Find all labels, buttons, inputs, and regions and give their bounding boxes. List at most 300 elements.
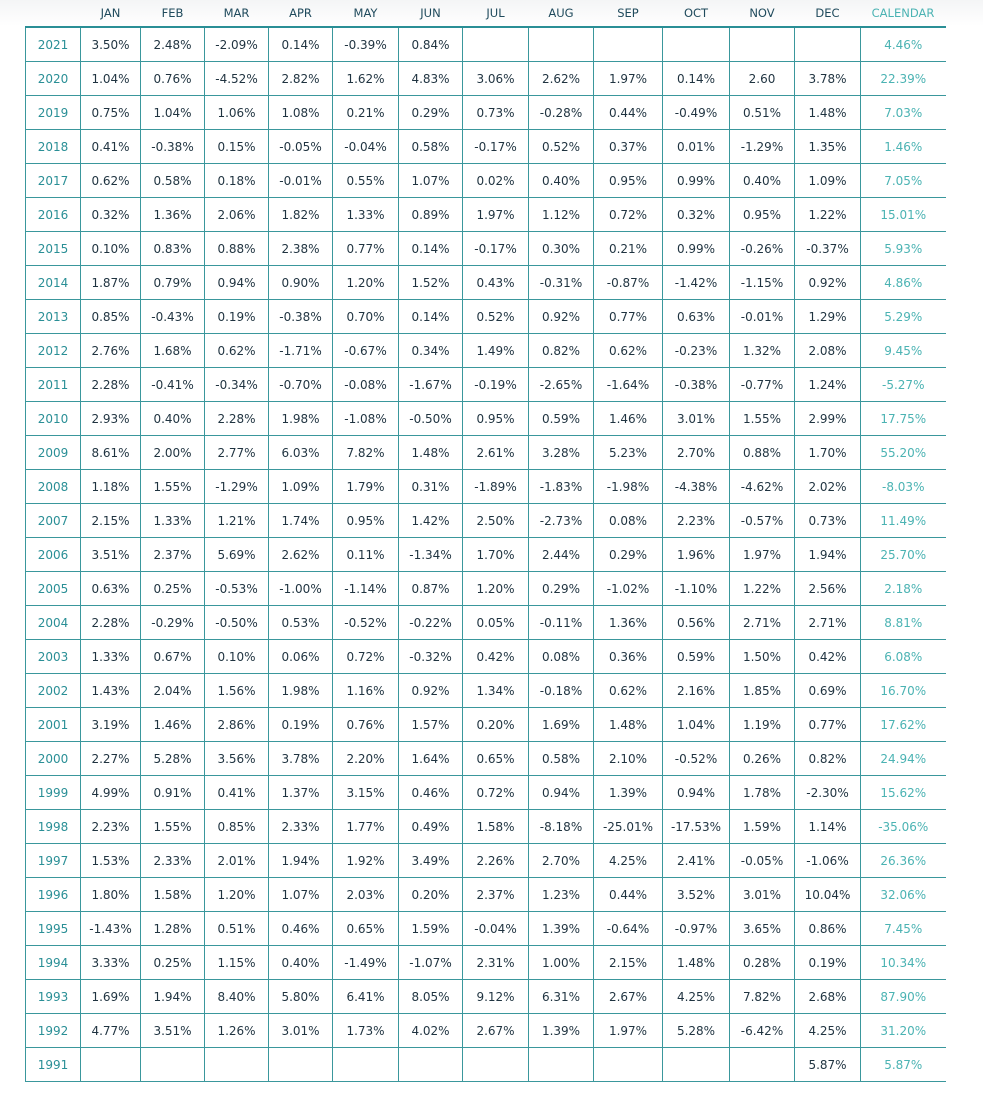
month-return-cell: 1.97% — [730, 538, 795, 572]
month-return-cell: 0.65% — [333, 912, 399, 946]
column-header-jan: JAN — [81, 0, 141, 27]
month-return-cell: 0.77% — [333, 232, 399, 266]
year-cell: 2007 — [26, 504, 81, 538]
month-return-cell: 1.87% — [81, 266, 141, 300]
month-return-cell: 0.62% — [81, 164, 141, 198]
table-row — [26, 912, 946, 946]
month-return-cell: -1.08% — [333, 402, 399, 436]
monthly-returns-table — [25, 0, 946, 1082]
month-return-cell: 2.03% — [333, 878, 399, 912]
month-return-cell: 1.42% — [399, 504, 463, 538]
month-return-cell: 0.82% — [529, 334, 594, 368]
month-return-cell: 0.44% — [594, 878, 663, 912]
month-return-cell — [529, 27, 594, 62]
month-return-cell: -2.65% — [529, 368, 594, 402]
column-header-mar: MAR — [205, 0, 269, 27]
month-return-cell — [333, 1048, 399, 1082]
year-cell: 2013 — [26, 300, 81, 334]
month-return-cell: 2.00% — [141, 436, 205, 470]
month-return-cell: 0.37% — [594, 130, 663, 164]
month-return-cell: 0.02% — [463, 164, 529, 198]
month-return-cell: 1.20% — [333, 266, 399, 300]
month-return-cell: 2.33% — [269, 810, 333, 844]
month-return-cell: 0.21% — [594, 232, 663, 266]
month-return-cell: 2.04% — [141, 674, 205, 708]
month-return-cell: -0.17% — [463, 232, 529, 266]
month-return-cell: -1.49% — [333, 946, 399, 980]
month-return-cell: -0.29% — [141, 606, 205, 640]
month-return-cell: 2.15% — [594, 946, 663, 980]
month-return-cell: 1.39% — [529, 912, 594, 946]
month-return-cell: 7.82% — [730, 980, 795, 1014]
month-return-cell: 0.58% — [529, 742, 594, 776]
month-return-cell: 0.43% — [463, 266, 529, 300]
month-return-cell: 2.48% — [141, 27, 205, 62]
month-return-cell: -0.50% — [399, 402, 463, 436]
month-return-cell: 0.26% — [730, 742, 795, 776]
month-return-cell: 0.86% — [795, 912, 861, 946]
month-return-cell: -0.64% — [594, 912, 663, 946]
month-return-cell — [795, 27, 861, 62]
month-return-cell: 1.00% — [529, 946, 594, 980]
month-return-cell: 4.25% — [594, 844, 663, 878]
month-return-cell: 1.07% — [269, 878, 333, 912]
month-return-cell: 1.16% — [333, 674, 399, 708]
month-return-cell: 1.43% — [81, 674, 141, 708]
month-return-cell: 1.59% — [399, 912, 463, 946]
calendar-return-cell: 7.05% — [861, 164, 946, 198]
month-return-cell: -0.05% — [269, 130, 333, 164]
month-return-cell: 0.99% — [663, 164, 730, 198]
month-return-cell: 0.19% — [795, 946, 861, 980]
table-row — [26, 436, 946, 470]
month-return-cell: 0.25% — [141, 946, 205, 980]
month-return-cell: 1.98% — [269, 674, 333, 708]
month-return-cell: 6.31% — [529, 980, 594, 1014]
month-return-cell: 0.44% — [594, 96, 663, 130]
calendar-return-cell: 2.18% — [861, 572, 946, 606]
month-return-cell: 0.77% — [594, 300, 663, 334]
month-return-cell — [730, 27, 795, 62]
month-return-cell: -0.01% — [730, 300, 795, 334]
month-return-cell: 2.28% — [205, 402, 269, 436]
month-return-cell: 0.56% — [663, 606, 730, 640]
month-return-cell — [463, 27, 529, 62]
month-return-cell: 5.80% — [269, 980, 333, 1014]
month-return-cell: -0.50% — [205, 606, 269, 640]
month-return-cell: -1.29% — [205, 470, 269, 504]
month-return-cell: 1.04% — [663, 708, 730, 742]
month-return-cell: -1.42% — [663, 266, 730, 300]
month-return-cell: 3.56% — [205, 742, 269, 776]
month-return-cell: 1.04% — [81, 62, 141, 96]
month-return-cell: 2.31% — [463, 946, 529, 980]
month-return-cell: 2.67% — [463, 1014, 529, 1048]
table-row — [26, 300, 946, 334]
month-return-cell: 8.05% — [399, 980, 463, 1014]
month-return-cell: 0.40% — [141, 402, 205, 436]
month-return-cell: 2.99% — [795, 402, 861, 436]
month-return-cell: 0.42% — [795, 640, 861, 674]
month-return-cell: 1.94% — [269, 844, 333, 878]
month-return-cell: 0.10% — [205, 640, 269, 674]
month-return-cell: 1.29% — [795, 300, 861, 334]
month-return-cell: 1.09% — [269, 470, 333, 504]
month-return-cell: 2.61% — [463, 436, 529, 470]
month-return-cell: 0.94% — [205, 266, 269, 300]
month-return-cell: 2.77% — [205, 436, 269, 470]
year-cell: 2021 — [26, 27, 81, 62]
month-return-cell: 0.32% — [663, 198, 730, 232]
month-return-cell: 1.14% — [795, 810, 861, 844]
month-return-cell: 0.59% — [529, 402, 594, 436]
year-cell: 1996 — [26, 878, 81, 912]
month-return-cell: 1.21% — [205, 504, 269, 538]
month-return-cell: 1.48% — [399, 436, 463, 470]
month-return-cell: 1.58% — [463, 810, 529, 844]
month-return-cell: 0.06% — [269, 640, 333, 674]
month-return-cell: 2.08% — [795, 334, 861, 368]
month-return-cell: 1.98% — [269, 402, 333, 436]
month-return-cell: 1.50% — [730, 640, 795, 674]
month-return-cell: -0.37% — [795, 232, 861, 266]
month-return-cell: -0.04% — [333, 130, 399, 164]
month-return-cell: 0.31% — [399, 470, 463, 504]
month-return-cell: 2.02% — [795, 470, 861, 504]
month-return-cell: -1.43% — [81, 912, 141, 946]
month-return-cell: 1.62% — [333, 62, 399, 96]
month-return-cell: 0.41% — [81, 130, 141, 164]
month-return-cell: 0.88% — [730, 436, 795, 470]
month-return-cell — [594, 27, 663, 62]
month-return-cell: -1.64% — [594, 368, 663, 402]
month-return-cell: 0.95% — [463, 402, 529, 436]
month-return-cell: 1.82% — [269, 198, 333, 232]
month-return-cell: 3.01% — [663, 402, 730, 436]
column-header-jun: JUN — [399, 0, 463, 27]
month-return-cell: 0.62% — [205, 334, 269, 368]
month-return-cell: 2.56% — [795, 572, 861, 606]
month-return-cell: 1.94% — [795, 538, 861, 572]
calendar-return-cell: 10.34% — [861, 946, 946, 980]
column-header-sep: SEP — [594, 0, 663, 27]
month-return-cell: -0.17% — [463, 130, 529, 164]
table-row — [26, 606, 946, 640]
month-return-cell: 0.94% — [529, 776, 594, 810]
table-row — [26, 810, 946, 844]
month-return-cell: 3.52% — [663, 878, 730, 912]
month-return-cell: 6.41% — [333, 980, 399, 1014]
month-return-cell: 2.68% — [795, 980, 861, 1014]
month-return-cell: 0.46% — [399, 776, 463, 810]
month-return-cell: 1.57% — [399, 708, 463, 742]
month-return-cell: 1.36% — [141, 198, 205, 232]
month-return-cell: 1.15% — [205, 946, 269, 980]
calendar-return-cell: 16.70% — [861, 674, 946, 708]
month-return-cell: 1.48% — [663, 946, 730, 980]
month-return-cell: 0.82% — [795, 742, 861, 776]
month-return-cell: 4.25% — [795, 1014, 861, 1048]
month-return-cell: 0.76% — [333, 708, 399, 742]
month-return-cell: -1.67% — [399, 368, 463, 402]
month-return-cell — [663, 1048, 730, 1082]
month-return-cell: 1.33% — [141, 504, 205, 538]
month-return-cell: 0.77% — [795, 708, 861, 742]
year-cell: 2002 — [26, 674, 81, 708]
calendar-return-cell: -8.03% — [861, 470, 946, 504]
month-return-cell: 0.76% — [141, 62, 205, 96]
calendar-return-cell: 7.03% — [861, 96, 946, 130]
month-return-cell: 2.37% — [141, 538, 205, 572]
month-return-cell: 0.25% — [141, 572, 205, 606]
month-return-cell: 0.84% — [399, 27, 463, 62]
month-return-cell: 1.18% — [81, 470, 141, 504]
month-return-cell — [399, 1048, 463, 1082]
calendar-return-cell: 8.81% — [861, 606, 946, 640]
month-return-cell: 0.91% — [141, 776, 205, 810]
month-return-cell: 0.52% — [463, 300, 529, 334]
month-return-cell: 0.36% — [594, 640, 663, 674]
month-return-cell — [81, 1048, 141, 1082]
month-return-cell: 2.93% — [81, 402, 141, 436]
month-return-cell: -0.23% — [663, 334, 730, 368]
month-return-cell: 2.71% — [795, 606, 861, 640]
column-header-dec: DEC — [795, 0, 861, 27]
month-return-cell: 2.20% — [333, 742, 399, 776]
month-return-cell: 3.28% — [529, 436, 594, 470]
month-return-cell: 4.99% — [81, 776, 141, 810]
table-row — [26, 198, 946, 232]
month-return-cell: -1.98% — [594, 470, 663, 504]
month-return-cell: 2.67% — [594, 980, 663, 1014]
calendar-return-cell: 22.39% — [861, 62, 946, 96]
year-cell: 2017 — [26, 164, 81, 198]
month-return-cell: 3.50% — [81, 27, 141, 62]
month-return-cell: 0.92% — [795, 266, 861, 300]
month-return-cell: 2.50% — [463, 504, 529, 538]
month-return-cell: 0.29% — [399, 96, 463, 130]
month-return-cell: 3.51% — [81, 538, 141, 572]
month-return-cell: 1.24% — [795, 368, 861, 402]
year-cell: 2006 — [26, 538, 81, 572]
month-return-cell: 1.37% — [269, 776, 333, 810]
month-return-cell: -4.62% — [730, 470, 795, 504]
month-return-cell: 1.94% — [141, 980, 205, 1014]
month-return-cell: 1.46% — [594, 402, 663, 436]
month-return-cell: 1.22% — [795, 198, 861, 232]
month-return-cell: 5.28% — [663, 1014, 730, 1048]
month-return-cell: 0.55% — [333, 164, 399, 198]
month-return-cell: 3.01% — [269, 1014, 333, 1048]
month-return-cell: -1.89% — [463, 470, 529, 504]
month-return-cell — [205, 1048, 269, 1082]
month-return-cell: 0.75% — [81, 96, 141, 130]
month-return-cell — [730, 1048, 795, 1082]
month-return-cell: 0.53% — [269, 606, 333, 640]
month-return-cell: 0.01% — [663, 130, 730, 164]
month-return-cell: 1.23% — [529, 878, 594, 912]
month-return-cell: -0.52% — [663, 742, 730, 776]
year-column-header — [26, 0, 81, 27]
month-return-cell: 1.73% — [333, 1014, 399, 1048]
month-return-cell: 0.90% — [269, 266, 333, 300]
month-return-cell: 0.72% — [333, 640, 399, 674]
calendar-return-cell: 31.20% — [861, 1014, 946, 1048]
month-return-cell: -1.00% — [269, 572, 333, 606]
table-row — [26, 1014, 946, 1048]
month-return-cell: -1.29% — [730, 130, 795, 164]
month-return-cell: 0.20% — [399, 878, 463, 912]
month-return-cell: 2.37% — [463, 878, 529, 912]
table-row — [26, 844, 946, 878]
month-return-cell: 0.14% — [399, 232, 463, 266]
month-return-cell: -17.53% — [663, 810, 730, 844]
month-return-cell: -0.41% — [141, 368, 205, 402]
year-cell: 2014 — [26, 266, 81, 300]
year-cell: 2016 — [26, 198, 81, 232]
month-return-cell: 0.94% — [663, 776, 730, 810]
month-return-cell: -8.18% — [529, 810, 594, 844]
month-return-cell: 2.28% — [81, 606, 141, 640]
month-return-cell: 0.51% — [205, 912, 269, 946]
table-row — [26, 776, 946, 810]
month-return-cell: 0.72% — [463, 776, 529, 810]
month-return-cell: -1.02% — [594, 572, 663, 606]
month-return-cell: 2.76% — [81, 334, 141, 368]
month-return-cell: -25.01% — [594, 810, 663, 844]
month-return-cell: 0.34% — [399, 334, 463, 368]
table-row — [26, 504, 946, 538]
month-return-cell: 0.42% — [463, 640, 529, 674]
month-return-cell: 0.62% — [594, 334, 663, 368]
year-cell: 2009 — [26, 436, 81, 470]
year-cell: 2000 — [26, 742, 81, 776]
month-return-cell: 1.53% — [81, 844, 141, 878]
month-return-cell: 0.41% — [205, 776, 269, 810]
month-return-cell: 0.85% — [81, 300, 141, 334]
month-return-cell: 0.87% — [399, 572, 463, 606]
month-return-cell: -0.26% — [730, 232, 795, 266]
month-return-cell — [529, 1048, 594, 1082]
month-return-cell: -0.28% — [529, 96, 594, 130]
month-return-cell: 1.59% — [730, 810, 795, 844]
calendar-return-cell: 25.70% — [861, 538, 946, 572]
month-return-cell: 1.58% — [141, 878, 205, 912]
month-return-cell: 0.65% — [463, 742, 529, 776]
month-return-cell: 2.38% — [269, 232, 333, 266]
calendar-return-cell: 7.45% — [861, 912, 946, 946]
month-return-cell: 1.97% — [594, 1014, 663, 1048]
month-return-cell: 0.69% — [795, 674, 861, 708]
month-return-cell: -4.52% — [205, 62, 269, 96]
month-return-cell: -1.07% — [399, 946, 463, 980]
year-cell: 2001 — [26, 708, 81, 742]
table-row — [26, 96, 946, 130]
month-return-cell: 2.33% — [141, 844, 205, 878]
month-return-cell: -2.09% — [205, 27, 269, 62]
month-return-cell: 1.69% — [81, 980, 141, 1014]
calendar-return-cell: 11.49% — [861, 504, 946, 538]
month-return-cell: 0.63% — [663, 300, 730, 334]
table-row — [26, 538, 946, 572]
month-return-cell: 5.69% — [205, 538, 269, 572]
month-return-cell: -0.38% — [141, 130, 205, 164]
calendar-return-cell: 5.29% — [861, 300, 946, 334]
calendar-return-cell: 55.20% — [861, 436, 946, 470]
month-return-cell: -0.97% — [663, 912, 730, 946]
year-cell: 1999 — [26, 776, 81, 810]
month-return-cell: 1.55% — [141, 810, 205, 844]
calendar-return-cell: 32.06% — [861, 878, 946, 912]
calendar-return-cell: 87.90% — [861, 980, 946, 1014]
month-return-cell — [141, 1048, 205, 1082]
month-return-cell: 1.52% — [399, 266, 463, 300]
month-return-cell: -1.14% — [333, 572, 399, 606]
month-return-cell — [463, 1048, 529, 1082]
month-return-cell — [269, 1048, 333, 1082]
month-return-cell: 1.33% — [81, 640, 141, 674]
month-return-cell: 0.95% — [594, 164, 663, 198]
month-return-cell: -1.83% — [529, 470, 594, 504]
month-return-cell: 0.32% — [81, 198, 141, 232]
month-return-cell: 1.97% — [594, 62, 663, 96]
month-return-cell: 1.70% — [463, 538, 529, 572]
month-return-cell: 0.62% — [594, 674, 663, 708]
month-return-cell: -0.05% — [730, 844, 795, 878]
month-return-cell: 0.20% — [463, 708, 529, 742]
table-row — [26, 946, 946, 980]
calendar-return-cell: 6.08% — [861, 640, 946, 674]
table-row — [26, 674, 946, 708]
month-return-cell: 1.20% — [463, 572, 529, 606]
month-return-cell: -0.08% — [333, 368, 399, 402]
month-return-cell: 2.44% — [529, 538, 594, 572]
table-row — [26, 334, 946, 368]
month-return-cell: 2.70% — [663, 436, 730, 470]
month-return-cell: 2.23% — [81, 810, 141, 844]
year-cell: 2008 — [26, 470, 81, 504]
month-return-cell: 2.41% — [663, 844, 730, 878]
calendar-return-cell: 15.01% — [861, 198, 946, 232]
month-return-cell: 9.12% — [463, 980, 529, 1014]
column-header-aug: AUG — [529, 0, 594, 27]
month-return-cell: 1.77% — [333, 810, 399, 844]
month-return-cell: 1.20% — [205, 878, 269, 912]
month-return-cell: 1.69% — [529, 708, 594, 742]
month-return-cell: 1.46% — [141, 708, 205, 742]
column-header-jul: JUL — [463, 0, 529, 27]
month-return-cell: -0.57% — [730, 504, 795, 538]
month-return-cell: 1.97% — [463, 198, 529, 232]
month-return-cell: 2.62% — [529, 62, 594, 96]
month-return-cell: -0.34% — [205, 368, 269, 402]
calendar-return-cell: -5.27% — [861, 368, 946, 402]
year-cell: 2018 — [26, 130, 81, 164]
month-return-cell: -0.87% — [594, 266, 663, 300]
table-row — [26, 130, 946, 164]
year-cell: 2015 — [26, 232, 81, 266]
table-row — [26, 572, 946, 606]
month-return-cell: 3.78% — [795, 62, 861, 96]
month-return-cell: -0.49% — [663, 96, 730, 130]
month-return-cell: 2.16% — [663, 674, 730, 708]
month-return-cell: 1.92% — [333, 844, 399, 878]
month-return-cell: 3.15% — [333, 776, 399, 810]
month-return-cell: 0.29% — [594, 538, 663, 572]
month-return-cell: -0.04% — [463, 912, 529, 946]
calendar-return-cell: 17.75% — [861, 402, 946, 436]
month-return-cell: 0.40% — [730, 164, 795, 198]
